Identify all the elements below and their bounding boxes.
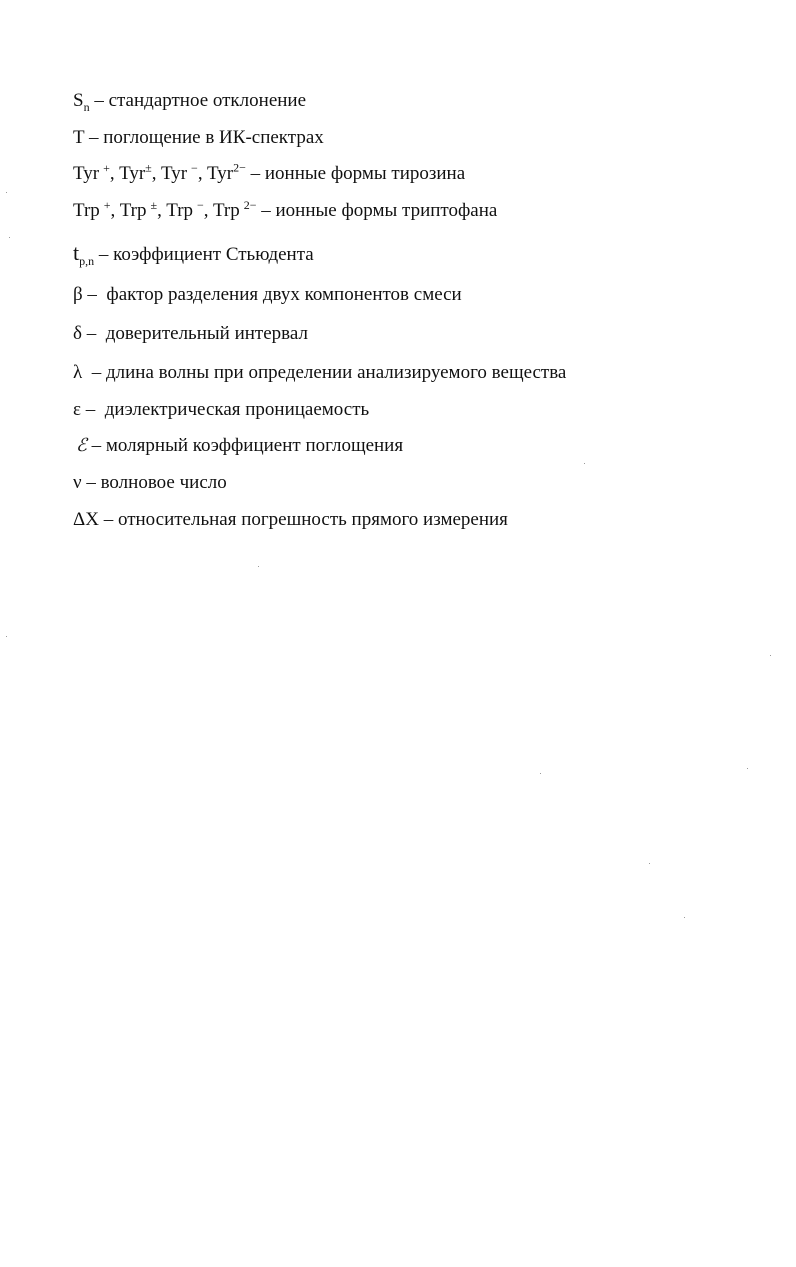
dash: –	[89, 90, 109, 111]
scan-speck	[9, 237, 10, 238]
symbol-t: T	[73, 127, 85, 148]
definition-text: диэлектрическая проницаемость	[104, 399, 370, 420]
definition-text: молярный коэффициент поглощения	[105, 435, 404, 456]
scan-speck	[584, 463, 585, 464]
symbol-base: S	[73, 90, 84, 111]
tyr-form-2: Tyr±	[119, 160, 152, 184]
definition-text: относительная погрешность прямого измерения	[117, 509, 508, 530]
entry-epsilon	[73, 399, 369, 421]
scan-speck	[684, 917, 685, 918]
entry-beta	[73, 284, 462, 306]
entry-molar	[76, 435, 403, 457]
symbol-sn	[73, 90, 90, 114]
symbol-tpn	[73, 240, 95, 268]
entry-tpn	[73, 242, 314, 266]
dash: –	[94, 244, 114, 265]
trp-form-4: Trp $^{2-}$	[212, 197, 257, 221]
symbol-delta: δ	[73, 323, 82, 344]
tyr-form-3: Tyr −	[160, 160, 198, 184]
entry-t	[73, 127, 324, 149]
scan-speck	[770, 655, 771, 656]
definition-text: поглощение в ИК-спектрах	[103, 127, 324, 148]
definition-text: длина волны при определении анализируемого вещества	[105, 362, 567, 383]
entry-trp: Trp +, Trp ±, Trp −, Trp $^{2-}$ – ионные формы триптофана	[73, 197, 498, 221]
symbol-subscript: p,n	[79, 253, 95, 268]
definition-text: фактор разделения двух компонентов смеси	[106, 284, 462, 305]
definition-text: ионные формы тирозина	[264, 163, 466, 184]
trp-form-2: Trp ±	[119, 197, 158, 221]
definition-text: волновое число	[100, 472, 227, 493]
entry-lambda	[73, 362, 566, 384]
scan-speck	[649, 863, 650, 864]
symbol-base: t	[73, 240, 80, 265]
tyr-form-4: Tyr$^{2-}$	[207, 160, 246, 184]
dash: –	[84, 127, 104, 148]
dash: –	[81, 323, 106, 344]
dash: –	[256, 200, 276, 221]
definition-text: доверительный интервал	[105, 323, 308, 344]
dash: –	[81, 472, 101, 493]
dash: –	[82, 362, 106, 383]
entry-sn	[73, 90, 306, 112]
dash: –	[80, 399, 105, 420]
tyr-form-1: Tyr +	[73, 160, 110, 184]
symbol-lambda: λ	[73, 362, 83, 383]
scan-speck	[6, 192, 7, 193]
symbol-subscript: n	[83, 99, 90, 114]
symbol-beta: β	[73, 284, 83, 305]
scan-speck	[540, 773, 541, 774]
scan-speck	[6, 636, 7, 637]
symbol-epsilon: ε	[73, 399, 81, 420]
dash: –	[86, 435, 106, 456]
trp-form-1: Trp +	[73, 197, 111, 221]
dash: –	[245, 163, 265, 184]
definition-text: ионные формы триптофана	[275, 200, 498, 221]
definition-text: коэффициент Стьюдента	[113, 244, 314, 265]
dash: –	[98, 509, 118, 530]
dash: –	[82, 284, 107, 305]
symbol-nu: ν	[73, 472, 82, 493]
definition-text: стандартное отклонение	[108, 90, 307, 111]
entry-delta	[73, 323, 308, 345]
trp-form-3: Trp −	[166, 197, 204, 221]
scan-speck	[747, 768, 748, 769]
entry-deltax	[73, 509, 508, 531]
symbol-molar-epsilon: ℰ	[76, 435, 87, 456]
scan-speck	[258, 566, 259, 567]
entry-tyr: Tyr +, Tyr±, Tyr −, Tyr$^{2-}$ – ионные формы тирозина	[73, 160, 466, 184]
entry-nu	[73, 472, 227, 494]
symbol-deltax: ΔX	[73, 509, 99, 530]
